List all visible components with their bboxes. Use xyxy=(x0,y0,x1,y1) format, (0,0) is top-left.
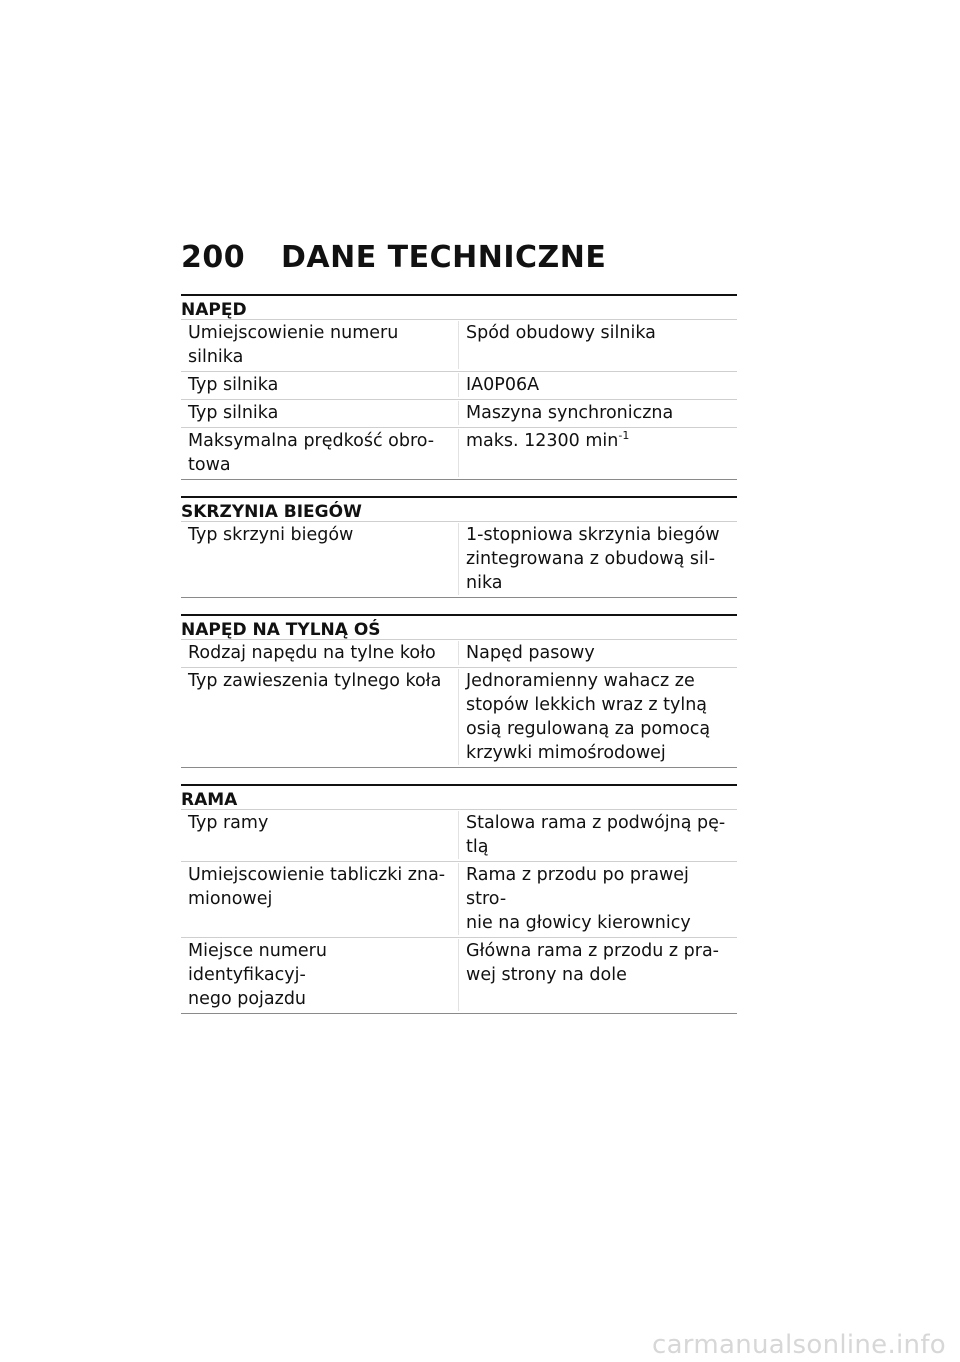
spec-content xyxy=(181,294,737,1030)
spec-value: Rama z przodu po prawej stro- nie na głowicy kierownicy xyxy=(466,865,691,933)
section-rama xyxy=(181,784,737,1014)
spec-label: Rodzaj napędu na tylne koło xyxy=(181,641,459,665)
spec-label: Typ silnika xyxy=(181,401,459,425)
spec-label: Typ silnika xyxy=(181,373,459,397)
spec-label: Typ zawieszenia tylnego koła xyxy=(181,669,459,765)
spec-label: Typ skrzyni biegów xyxy=(181,523,459,595)
spec-value: Napęd pasowy xyxy=(466,643,595,663)
spec-value: IA0P06A xyxy=(466,375,540,395)
spec-value: Główna rama z przodu z pra- wej strony na dole xyxy=(466,941,719,985)
table-row xyxy=(181,372,737,400)
rpm-value: maks. 12300 min xyxy=(466,431,619,451)
rpm-unit-exponent: -1 xyxy=(618,429,630,443)
spec-value: Jednoramienny wahacz ze stopów lekkich wraz z tylną osią regulowaną za pomocą krzywki mimośrodowej xyxy=(466,671,711,763)
table-row xyxy=(181,522,737,598)
section-skrzynia xyxy=(181,496,737,598)
spec-label: Maksymalna prędkość obro- towa xyxy=(181,429,459,477)
table-row xyxy=(181,668,737,768)
table-row xyxy=(181,938,737,1014)
section-naped-tylna xyxy=(181,614,737,768)
spec-value: Maszyna synchroniczna xyxy=(466,403,674,423)
spec-value: 1-stopniowa skrzynia biegów zintegrowana z obudową sil- nika xyxy=(466,525,720,593)
spec-value: Spód obudowy silnika xyxy=(466,323,656,343)
section-naped xyxy=(181,294,737,480)
spec-value: Stalowa rama z podwójną pę- tlą xyxy=(466,813,726,857)
page-title: DANE TECHNICZNE xyxy=(281,240,607,275)
page-header xyxy=(181,240,606,275)
table-row xyxy=(181,862,737,938)
page-number: 200 xyxy=(181,240,246,275)
table-row xyxy=(181,428,737,480)
spec-label: Umiejscowienie tabliczki zna- mionowej xyxy=(181,863,459,935)
section-title: NAPĘD NA TYLNĄ OŚ xyxy=(181,614,737,640)
spec-value xyxy=(459,429,737,477)
section-title: SKRZYNIA BIEGÓW xyxy=(181,496,737,522)
section-title: RAMA xyxy=(181,784,737,810)
table-row xyxy=(181,640,737,668)
spec-label: Typ ramy xyxy=(181,811,459,859)
section-title: NAPĘD xyxy=(181,294,737,320)
table-row xyxy=(181,400,737,428)
table-row xyxy=(181,320,737,372)
watermark-url: carmanualsonline.info xyxy=(651,1330,946,1360)
spec-label: Umiejscowienie numeru silnika xyxy=(181,321,459,369)
table-row xyxy=(181,810,737,862)
spec-label: Miejsce numeru identyfikacyj- nego pojazdu xyxy=(181,939,459,1011)
